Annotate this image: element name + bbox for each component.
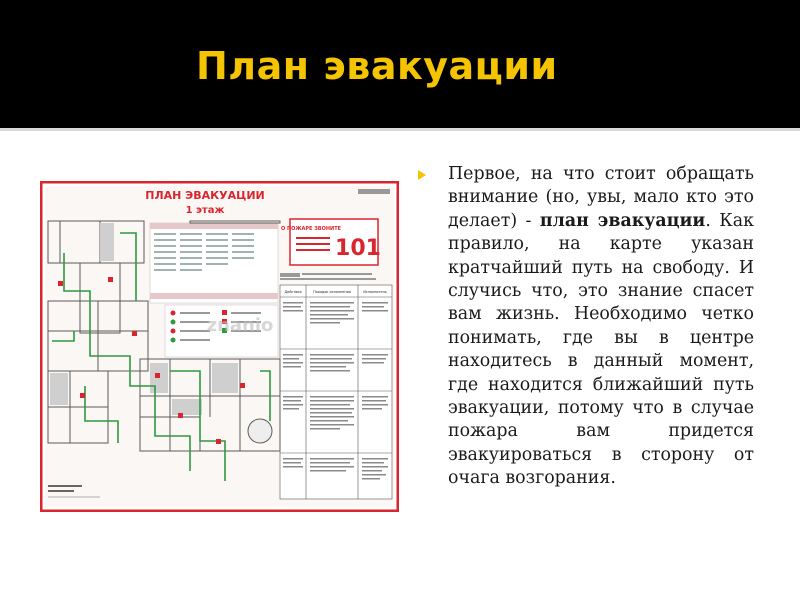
body-text-block — [418, 163, 754, 491]
instruction-table — [280, 273, 392, 499]
legend-block — [150, 223, 278, 303]
plan-floor: 1 этаж — [185, 205, 225, 216]
title-divider — [0, 128, 800, 131]
evacuation-plan-image — [40, 181, 399, 512]
table-header-order: Порядок исполнения — [313, 290, 351, 294]
bullet-icon — [418, 170, 426, 180]
body-text-after: . Как правило, на карте указан кратчайший путь на свободу. И случись что, это знание спасет вам жизнь. Необходимо четко понимать, где вы в центре находитесь в данный момент, где находится ближайший путь эвакуации, потому что в случае пожара вам придется эвакуироваться в сторону от очага возгорания. — [448, 210, 754, 489]
table-header-actions: Действия — [284, 290, 302, 294]
plan-title: ПЛАН ЭВАКУАЦИИ — [145, 189, 265, 202]
body-text-emphasis: план эвакуации — [539, 210, 706, 231]
plan-watermark: znanio — [206, 315, 274, 336]
body-text-before: Первое, на что стоит обращать внимание (но, увы, мало кто это делает) - — [448, 164, 754, 231]
body-paragraph — [448, 163, 754, 491]
slide-title: План эвакуации — [196, 44, 558, 88]
fire-call-label: О ПОЖАРЕ ЗВОНИТЕ — [280, 226, 342, 232]
fire-call-box — [281, 219, 381, 265]
table-header-executor: Исполнитель — [363, 290, 387, 294]
title-band — [0, 0, 800, 128]
fire-number: 101 — [335, 236, 381, 261]
